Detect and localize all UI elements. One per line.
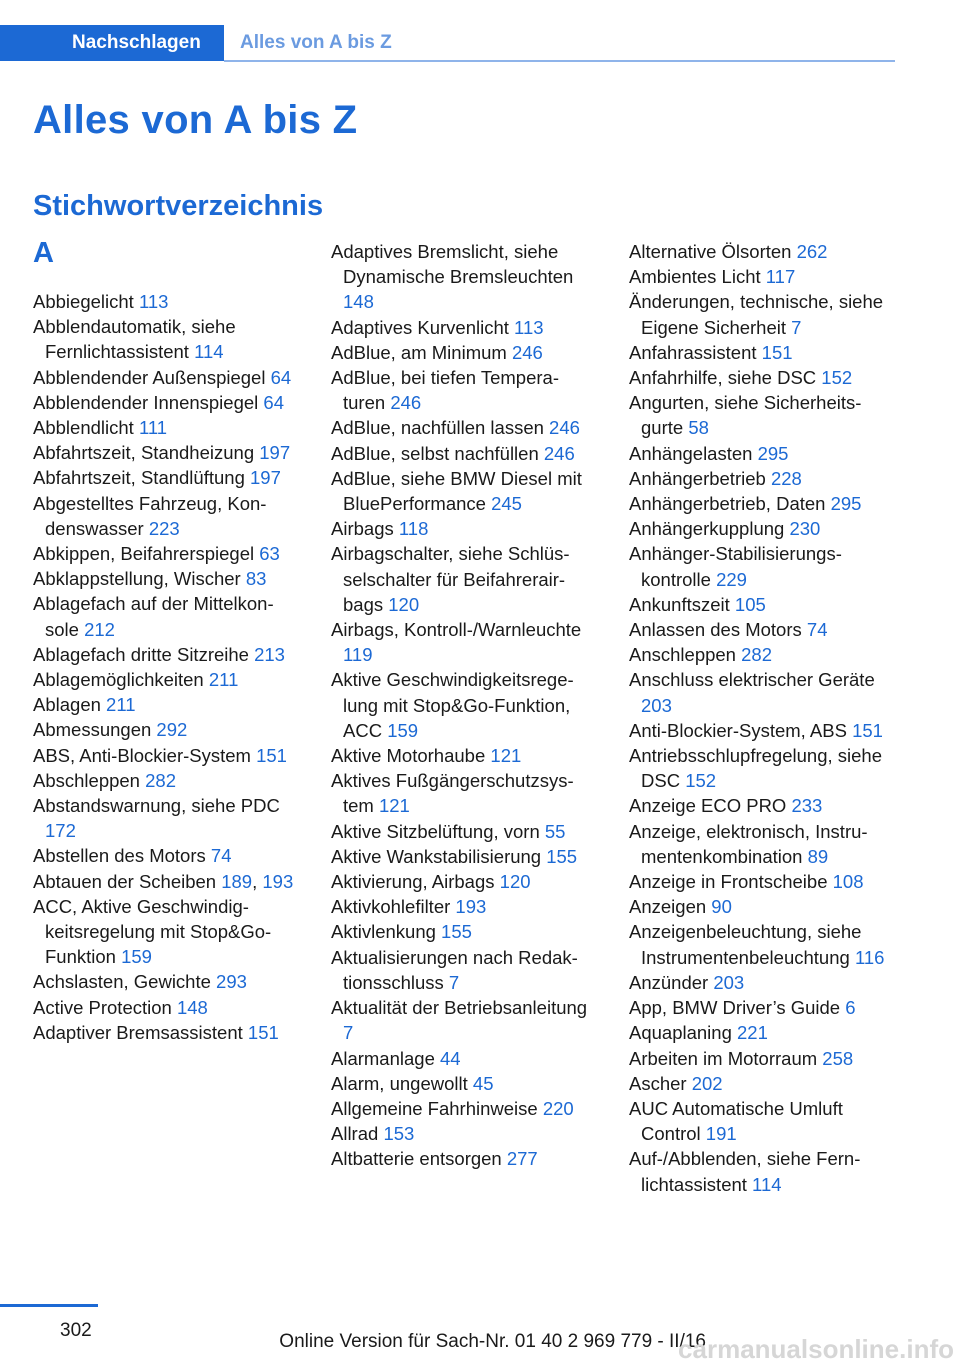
- page-reference-link[interactable]: 223: [148, 517, 180, 539]
- page-reference-link[interactable]: 111: [138, 417, 168, 439]
- index-entry-term: Aktives Fußgängerschutzsystem: [331, 770, 574, 817]
- index-entry: [331, 1046, 593, 1071]
- index-entry: [629, 365, 891, 390]
- index-entry-term: Achslasten, Gewichte: [33, 971, 217, 993]
- index-entry: [33, 843, 295, 868]
- index-entry-term: Ablagen: [33, 694, 107, 716]
- index-entry: [331, 844, 593, 869]
- index-entry-term: Anzeige, elektronisch, Instrumentenkombination: [629, 820, 868, 867]
- index-entry: [629, 642, 891, 667]
- index-entry-term: App, BMW Driver’s Guide: [629, 997, 846, 1019]
- index-entry: [331, 869, 593, 894]
- page-reference-link[interactable]: 295: [830, 493, 862, 515]
- index-entry-term: Abstandswarnung, siehe PDC: [33, 795, 280, 817]
- index-entry: [629, 995, 891, 1020]
- page-reference-link[interactable]: 121: [490, 745, 522, 767]
- page-reference-link[interactable]: 58: [688, 417, 709, 439]
- index-entry: [629, 1146, 891, 1196]
- page-reference-link[interactable]: 74: [210, 845, 232, 867]
- page-reference-link[interactable]: 228: [770, 467, 802, 489]
- index-entry: [331, 315, 593, 340]
- index-entry-term: AdBlue, bei tiefen Temperaturen: [331, 367, 559, 414]
- index-entry-term: Adaptives Kurvenlicht: [331, 316, 515, 338]
- index-entry-term: Alarm, ungewollt: [331, 1072, 473, 1094]
- page-reference-link[interactable]: 203: [713, 971, 745, 993]
- index-entry: [33, 717, 295, 742]
- index-entry-term: Aktivierung, Airbags: [331, 871, 500, 893]
- index-entry: [33, 869, 295, 894]
- index-entry-term: Aktive Geschwindigkeitsregelung mit Stop&Go-Funktion, ACC: [331, 669, 574, 741]
- page-reference-link[interactable]: 191: [705, 1123, 737, 1145]
- index-entry: [33, 365, 295, 390]
- index-entry-term: Airbags, Kontroll-/Warnleuchte: [331, 619, 582, 641]
- index-entry: [33, 768, 295, 793]
- index-entry-term: Änderungen, technische, siehe Eigene Sicherheit: [629, 291, 884, 338]
- page-reference-link[interactable]: 152: [685, 770, 717, 792]
- index-entry: [629, 1096, 891, 1146]
- index-entry-term: Anhängerbetrieb: [629, 467, 771, 489]
- index-entry-term: AdBlue, siehe BMW Diesel mit BluePerformance: [331, 467, 582, 515]
- page-reference-link[interactable]: 151: [247, 1021, 279, 1043]
- index-entry-term: Airbagschalter, siehe Schlüsselschalter für Beifahrerairbags: [331, 543, 570, 615]
- index-entry: [629, 1071, 891, 1096]
- index-entry: [33, 793, 295, 843]
- index-entry: [33, 667, 295, 692]
- page-reference-link[interactable]: 63: [259, 543, 280, 565]
- index-entry-term: Abblendender Innenspiegel: [33, 391, 264, 413]
- index-entry: [629, 667, 891, 717]
- index-entry-term: Abschleppen: [33, 769, 146, 791]
- index-column-2: [331, 239, 593, 1172]
- page-reference-link[interactable]: 55: [544, 820, 566, 842]
- page-reference-link[interactable]: 193: [262, 870, 294, 892]
- index-entry-term: AUC Automatische Umluft Control: [629, 1097, 843, 1145]
- index-entry-term: Abbiegelicht: [33, 291, 139, 312]
- page-reference-link[interactable]: 151: [852, 719, 883, 741]
- index-entry: [33, 415, 295, 440]
- index-entry-term: Abkippen, Beifahrerspiegel: [33, 543, 260, 565]
- page-reference-link[interactable]: 213: [254, 643, 285, 665]
- index-entry-term: Allgemeine Fahrhinweise: [331, 1097, 543, 1119]
- page-reference-link[interactable]: 83: [245, 568, 267, 590]
- page-reference-link[interactable]: 153: [383, 1123, 415, 1145]
- page-reference-link[interactable]: 64: [270, 366, 292, 388]
- index-entry-term: Abfahrtszeit, Standlüftung: [33, 467, 250, 489]
- page-reference-link[interactable]: 45: [472, 1072, 494, 1094]
- page-reference-link[interactable]: 121: [378, 795, 410, 817]
- index-entry-term: Anzeigenbeleuchtung, siehe Instrumentenbeleuchtung: [629, 921, 862, 968]
- index-entry: [331, 340, 593, 365]
- page-reference-link[interactable]: 64: [263, 391, 284, 413]
- index-entry-term: Abblendender Außenspiegel: [33, 366, 271, 388]
- page-reference-link[interactable]: 114: [194, 341, 224, 363]
- index-entry: [629, 1046, 891, 1071]
- page-reference-link[interactable]: 113: [514, 316, 544, 338]
- page-reference-link[interactable]: 246: [549, 417, 580, 439]
- page-reference-link[interactable]: 277: [506, 1148, 538, 1170]
- page-reference-link[interactable]: 151: [256, 744, 287, 766]
- page-reference-link[interactable]: 220: [542, 1097, 574, 1119]
- header-divider: [224, 60, 895, 62]
- index-entry: [331, 1121, 593, 1146]
- page-reference-link[interactable]: 246: [390, 392, 422, 414]
- index-entry-term: Aktive Wankstabilisierung: [331, 845, 547, 867]
- index-entry-term: Anschluss elektrischer Geräte: [629, 669, 875, 691]
- index-entry: [33, 642, 295, 667]
- index-entry: [33, 743, 295, 768]
- page-reference-link[interactable]: 159: [387, 719, 419, 741]
- index-entry: [629, 466, 891, 491]
- index-column-1: [33, 239, 295, 1045]
- page-reference-link[interactable]: 7: [791, 316, 802, 338]
- index-entry-term: Anzünder: [629, 971, 714, 993]
- index-entry-term: Allrad: [331, 1123, 384, 1145]
- page-reference-link[interactable]: 295: [757, 442, 789, 464]
- index-entry: [629, 541, 891, 591]
- index-entry-term: Aktualität der Betriebsanleitung: [331, 997, 588, 1019]
- index-entry-term: Ambientes Licht: [629, 266, 766, 288]
- page-reference-link[interactable]: 7: [448, 971, 460, 993]
- page-reference-link[interactable]: 6: [845, 997, 856, 1019]
- index-entry-term: Abfahrtszeit, Standheizung: [33, 442, 260, 464]
- index-entry-term: Anfahrassistent: [629, 341, 762, 363]
- index-entry-term: Aktivlenkung: [331, 921, 442, 943]
- page-reference-link[interactable]: 292: [156, 719, 188, 741]
- index-entry: [629, 264, 891, 289]
- tab-alles-von-a-bis-z[interactable]: Alles von A bis Z: [240, 32, 392, 53]
- page-reference-link[interactable]: 246: [543, 442, 575, 464]
- index-entry-term: Abgestelltes Fahrzeug, Kondenswasser: [33, 492, 267, 539]
- index-entry-term: Adaptives Bremslicht, siehe Dynamische Bremsleuchten: [331, 241, 574, 288]
- page-reference-link[interactable]: 44: [440, 1047, 461, 1069]
- index-entry: [629, 743, 891, 793]
- page-reference-link[interactable]: 105: [734, 593, 766, 615]
- index-entry: [331, 995, 593, 1045]
- index-entry-term: Anhängelasten: [629, 442, 758, 464]
- index-entry: [629, 919, 891, 969]
- index-entry-term: Antriebsschlupfregelung, siehe DSC: [629, 745, 882, 792]
- page-reference-link[interactable]: 116: [854, 946, 885, 968]
- index-columns: [0, 239, 960, 1279]
- page-reference-link[interactable]: 74: [806, 619, 828, 641]
- page-reference-link[interactable]: 89: [807, 845, 829, 867]
- index-entry: [629, 516, 891, 541]
- index-entry-term: Anti-Blockier-System, ABS: [629, 719, 853, 741]
- index-entry-term: Auf-/Abblenden, siehe Fernlichtassistent: [629, 1148, 861, 1195]
- page-reference-link[interactable]: 258: [822, 1047, 854, 1069]
- index-entry: [629, 592, 891, 617]
- index-entry-term: Abklappstellung, Wischer: [33, 568, 246, 590]
- index-entry-term: Alarmanlage: [331, 1047, 441, 1069]
- page-subtitle: Stichwortverzeichnis: [33, 190, 324, 222]
- section-letter: A: [33, 237, 54, 269]
- page-reference-link[interactable]: 117: [765, 266, 796, 288]
- index-entry: [629, 869, 891, 894]
- index-entry: [33, 969, 295, 994]
- index-entry: [629, 1020, 891, 1045]
- index-entry-term: Anhängerbetrieb, Daten: [629, 493, 831, 515]
- index-entry: [33, 289, 295, 314]
- index-entry-term: Ascher: [629, 1072, 692, 1094]
- index-entry: [331, 1146, 593, 1171]
- index-entry: [33, 314, 295, 364]
- index-entry: [33, 541, 295, 566]
- page-number: 302: [60, 1320, 92, 1341]
- page-reference-link[interactable]: 119: [343, 644, 373, 666]
- index-entry-term: Aktive Sitzbelüftung, vorn: [331, 820, 545, 842]
- page-reference-link[interactable]: 245: [491, 493, 522, 515]
- index-column-3: [629, 239, 891, 1197]
- index-entry: [629, 289, 891, 339]
- page-reference-link[interactable]: 202: [691, 1072, 723, 1094]
- index-entry-term: Abblendlicht: [33, 417, 139, 439]
- index-entry: [629, 617, 891, 642]
- index-entry: [33, 440, 295, 465]
- page-reference-link[interactable]: 90: [711, 896, 732, 918]
- index-entry: [629, 491, 891, 516]
- page-reference-link[interactable]: 172: [45, 820, 76, 842]
- index-entry: [629, 239, 891, 264]
- index-entry-term: Ablagemöglichkeiten: [33, 669, 209, 691]
- online-version-note: Online Version für Sach-Nr. 01 40 2 969 779 - II/16: [279, 1331, 706, 1352]
- index-entry-term: Anzeigen: [629, 896, 712, 918]
- page-title: Alles von A bis Z: [33, 98, 358, 142]
- index-entry: [33, 390, 295, 415]
- page-reference-link[interactable]: 155: [546, 845, 578, 867]
- index-entry-term: Active Protection: [33, 996, 177, 1018]
- index-entry: [331, 365, 593, 415]
- page-reference-link[interactable]: 108: [832, 871, 864, 893]
- index-entry: [33, 491, 295, 541]
- index-entry-term: Anschleppen: [629, 644, 742, 666]
- page-reference-link[interactable]: 246: [511, 341, 543, 363]
- index-entry-term: AdBlue, am Minimum: [331, 341, 512, 363]
- index-entry-term: ABS, Anti-Blockier-System: [33, 744, 257, 766]
- index-entry-term: Angurten, siehe Sicherheitsgurte: [629, 392, 862, 439]
- page-reference-link[interactable]: 148: [176, 996, 208, 1018]
- index-entry: [331, 239, 593, 315]
- page-reference-link[interactable]: 221: [737, 1022, 768, 1044]
- page-reference-link[interactable]: 193: [455, 896, 487, 918]
- index-entry: [331, 441, 593, 466]
- page-reference-link[interactable]: 282: [741, 644, 772, 666]
- index-entry-term: Anlassen des Motors: [629, 619, 807, 641]
- page-reference-link[interactable]: 211: [208, 669, 239, 691]
- index-entry: [33, 692, 295, 717]
- page-reference-link[interactable]: 229: [716, 568, 747, 590]
- page-reference-link[interactable]: 155: [441, 921, 472, 943]
- page-reference-link[interactable]: 159: [121, 946, 152, 968]
- index-entry: [331, 1096, 593, 1121]
- page-reference-link[interactable]: 233: [791, 795, 823, 817]
- index-entry-term: AdBlue, selbst nachfüllen: [331, 442, 544, 464]
- page-reference-link[interactable]: 189: [221, 870, 253, 892]
- index-entry: [331, 667, 593, 743]
- page-reference-link[interactable]: 211: [106, 694, 136, 716]
- index-entry-term: Aquaplaning: [629, 1022, 738, 1044]
- page-reference-link[interactable]: 118: [398, 518, 429, 540]
- index-entry: [331, 819, 593, 844]
- page-reference-link[interactable]: 114: [752, 1173, 782, 1195]
- page-reference-link[interactable]: 120: [388, 593, 420, 615]
- index-entry: [331, 617, 593, 667]
- tab-nachschlagen[interactable]: Nachschlagen: [0, 25, 224, 61]
- index-entry: [33, 566, 295, 591]
- index-entry: [629, 390, 891, 440]
- page-reference-link[interactable]: 230: [789, 518, 821, 540]
- index-entry-term: Anzeige in Frontscheibe: [629, 871, 833, 893]
- page-separator: ,: [252, 870, 263, 892]
- page-reference-link[interactable]: 120: [499, 871, 531, 893]
- index-entry: [33, 465, 295, 490]
- index-entry-term: Abmessungen: [33, 719, 157, 741]
- footer-accent-line: [0, 1304, 98, 1307]
- index-entry-term: Aktualisierungen nach Redaktionsschluss: [331, 946, 578, 993]
- index-entry-term: Ablagefach dritte Sitzreihe: [33, 643, 255, 665]
- page-header: [0, 0, 895, 62]
- page-reference-link[interactable]: 197: [250, 467, 281, 489]
- watermark: carmanualsonline.info: [678, 1334, 954, 1364]
- page-reference-link[interactable]: 262: [796, 241, 828, 262]
- index-entry: [33, 1020, 295, 1045]
- index-entry: [331, 945, 593, 995]
- page-reference-link[interactable]: 293: [216, 971, 247, 993]
- index-entry: [629, 441, 891, 466]
- index-entry: [331, 541, 593, 617]
- index-entry: [331, 743, 593, 768]
- index-entry-term: Abblendautomatik, siehe Fernlichtassistent: [33, 316, 236, 363]
- index-entry-term: Adaptiver Bremsassistent: [33, 1021, 248, 1043]
- page-reference-link[interactable]: 197: [259, 442, 291, 464]
- index-entry-term: Anfahrhilfe, siehe DSC: [629, 367, 822, 389]
- index-entry: [33, 894, 295, 970]
- index-entry: [629, 894, 891, 919]
- index-entry: [629, 340, 891, 365]
- index-entry: [629, 718, 891, 743]
- index-entry: [33, 995, 295, 1020]
- index-entry-term: Alternative Ölsorten: [629, 241, 797, 262]
- index-entry: [331, 466, 593, 516]
- index-entry: [331, 516, 593, 541]
- page-reference-link[interactable]: 212: [84, 618, 115, 640]
- index-entry-term: Altbatterie entsorgen: [331, 1148, 507, 1170]
- index-entry-term: Ankunftszeit: [629, 593, 735, 615]
- index-entry: [331, 894, 593, 919]
- page-reference-link[interactable]: 113: [138, 291, 169, 312]
- page-reference-link[interactable]: 152: [821, 367, 853, 389]
- page-reference-link[interactable]: 148: [343, 291, 374, 313]
- index-entry-term: Aktivkohlefilter: [331, 896, 456, 918]
- page-reference-link[interactable]: 203: [641, 694, 672, 716]
- index-entry: [331, 768, 593, 818]
- index-entry: [629, 970, 891, 995]
- index-entry-term: Arbeiten im Motorraum: [629, 1047, 823, 1069]
- index-entry-term: Airbags: [331, 518, 399, 540]
- index-entry-term: Abtauen der Scheiben: [33, 870, 222, 892]
- index-entry-term: ACC, Aktive Geschwindigkeitsregelung mit Stop&Go-Funktion: [33, 895, 272, 968]
- index-entry: [331, 415, 593, 440]
- page-reference-link[interactable]: 151: [761, 341, 793, 363]
- index-entry-term: Anzeige ECO PRO: [629, 795, 792, 817]
- index-entry-term: Abstellen des Motors: [33, 845, 211, 867]
- index-entry: [331, 1071, 593, 1096]
- index-entry: [33, 591, 295, 641]
- page-reference-link[interactable]: 7: [343, 1022, 354, 1044]
- index-entry: [629, 819, 891, 869]
- index-entry-term: Anhänger-Stabilisierungskontrolle: [629, 543, 842, 590]
- index-entry-term: Anhängerkupplung: [629, 518, 790, 540]
- index-entry-term: AdBlue, nachfüllen lassen: [331, 417, 550, 439]
- index-entry-term: Aktive Motorhaube: [331, 745, 491, 767]
- index-entry: [629, 793, 891, 818]
- page-reference-link[interactable]: 282: [145, 769, 176, 791]
- index-entry: [331, 919, 593, 944]
- index-entry-term: Ablagefach auf der Mittelkonsole: [33, 593, 274, 640]
